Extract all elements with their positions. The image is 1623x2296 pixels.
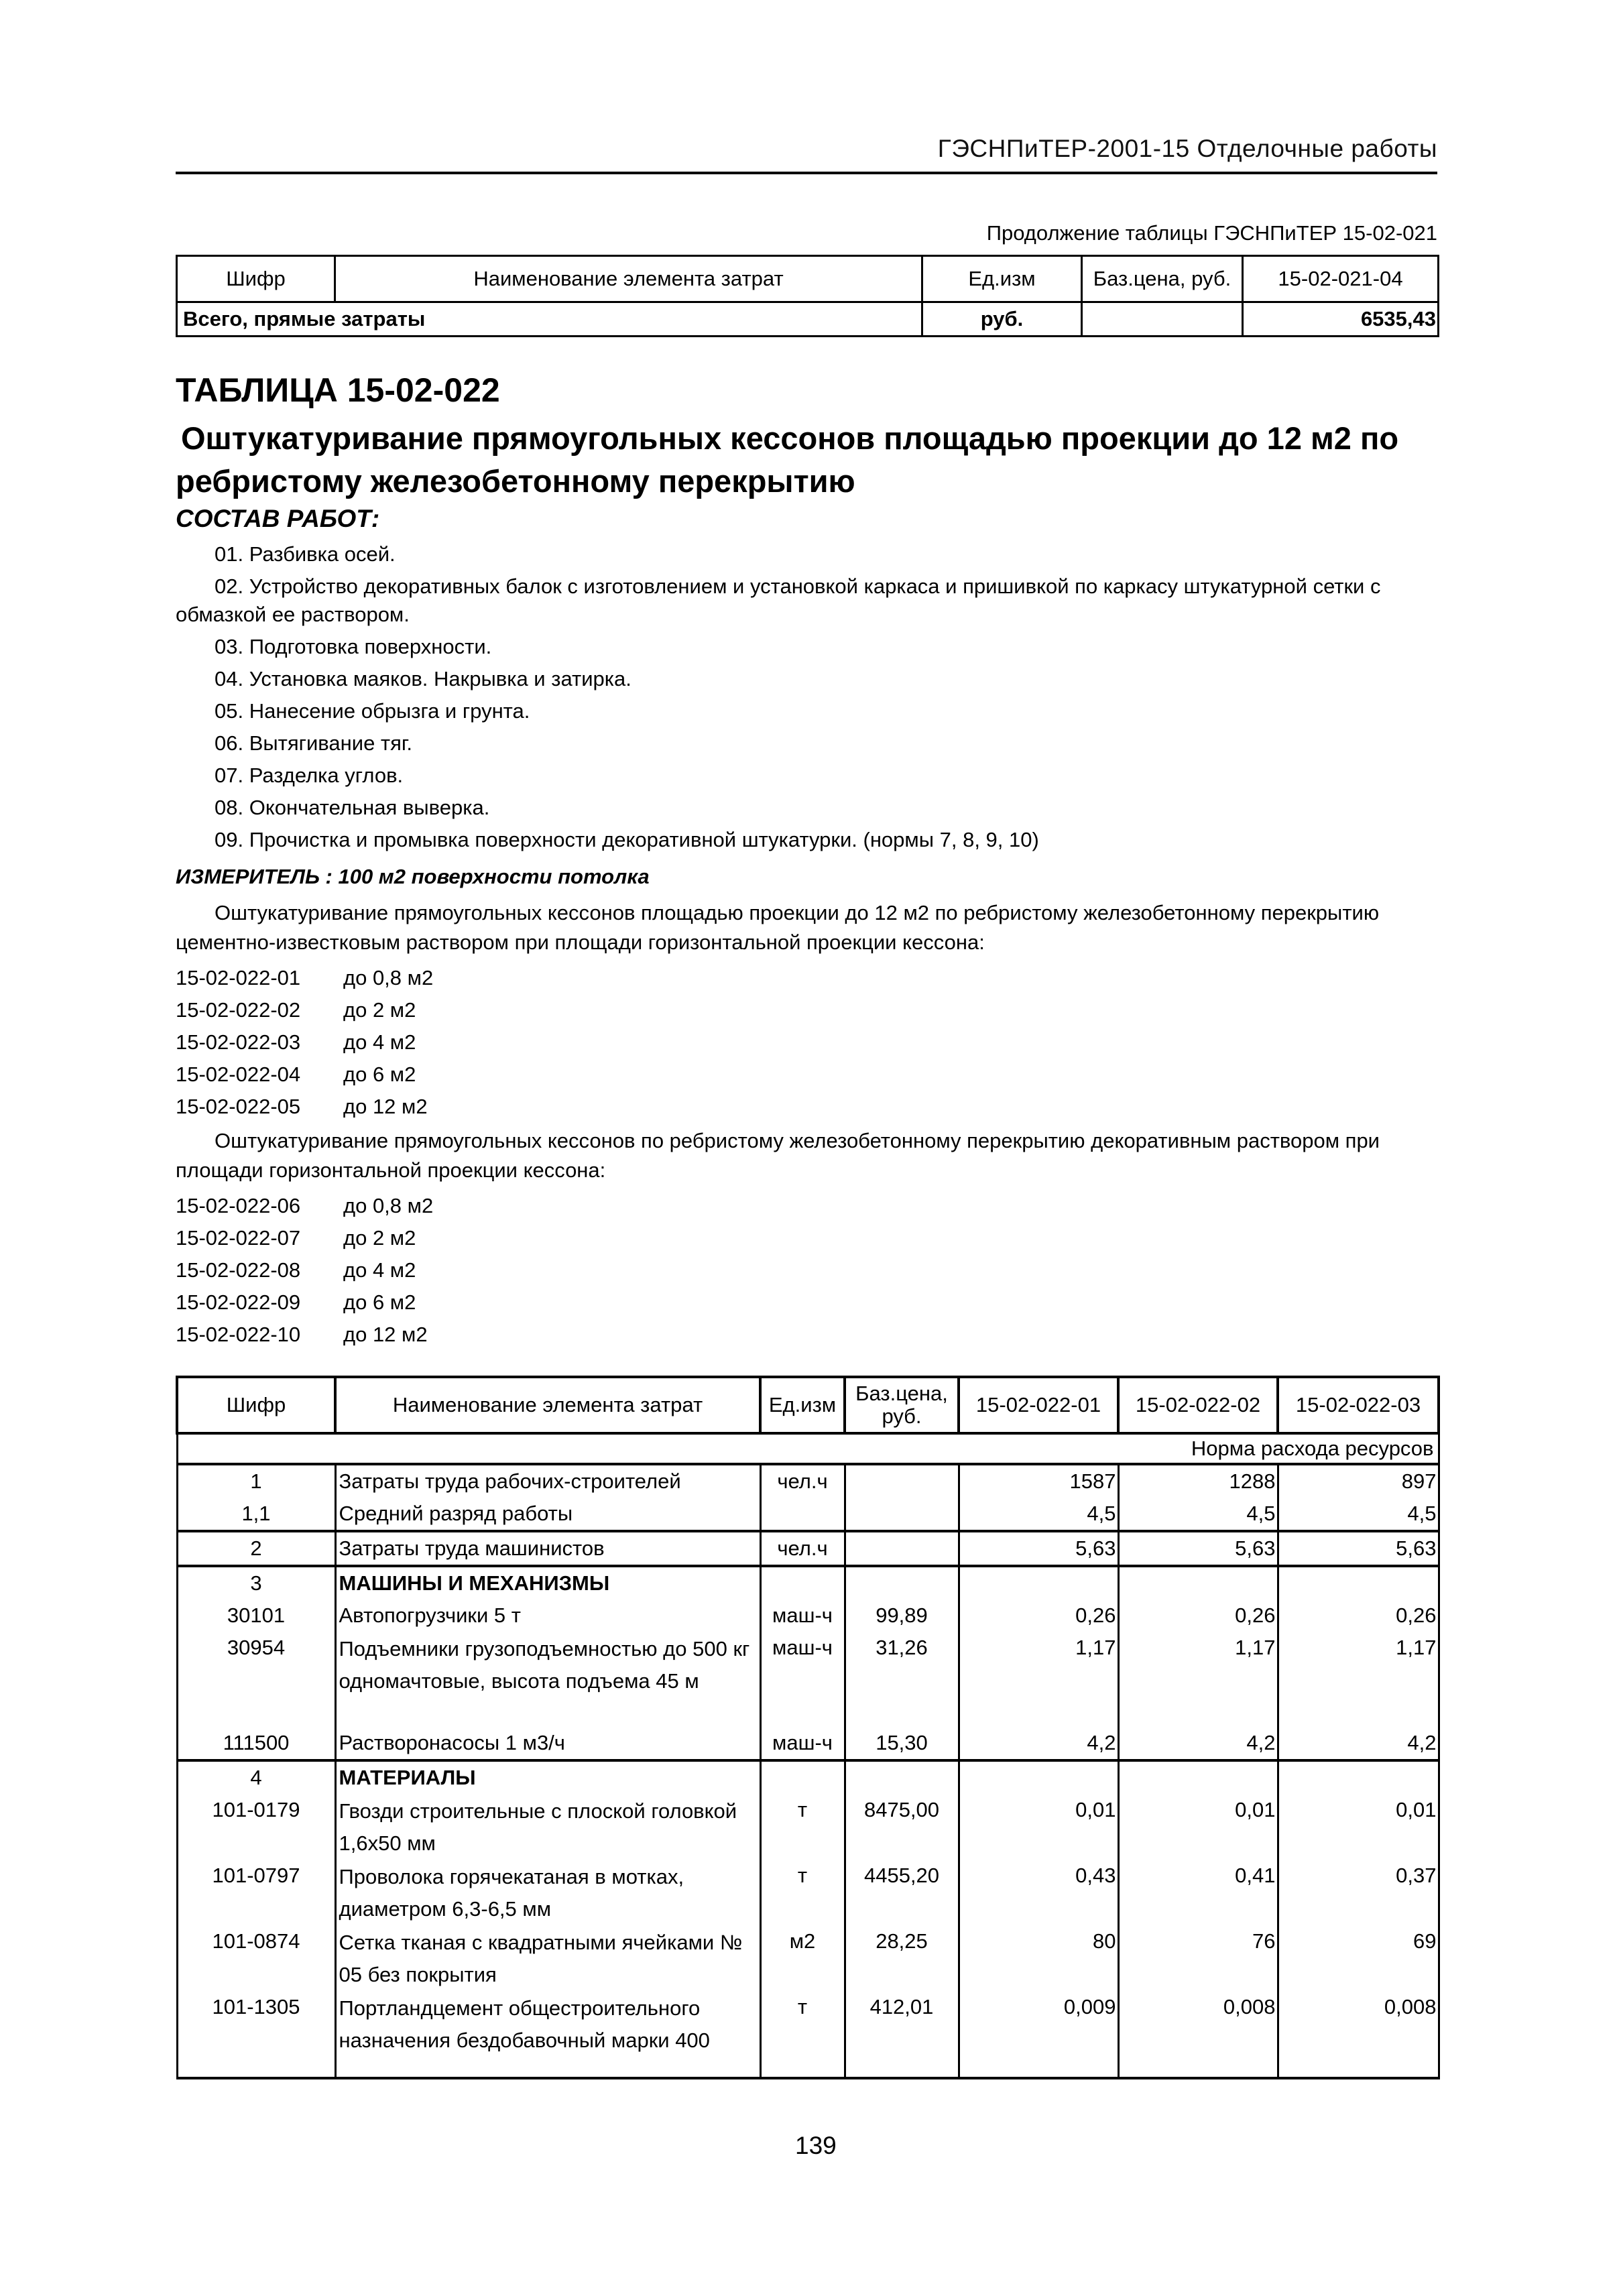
row-price: 15,30 [845, 1727, 959, 1760]
resource-table [176, 1376, 1440, 2079]
norm-code: 15-02-022-06 [176, 1194, 301, 1217]
row-value-03: 1,17 [1278, 1632, 1439, 1727]
work-item: 01. Разбивка осей. [215, 542, 396, 566]
row-code: 101-0179 [177, 1794, 335, 1860]
row-value-03: 897 [1278, 1464, 1439, 1498]
row-name: Сетка тканая с квадратными ячейками № 05 без покрытия [335, 1925, 760, 1991]
table-row [177, 1925, 1439, 1991]
row-unit: маш-ч [760, 1632, 845, 1727]
row-code: 101-0797 [177, 1860, 335, 1925]
row-value-02: 0,26 [1118, 1599, 1278, 1632]
table-row [177, 1794, 1439, 1860]
norm-code: 15-02-022-09 [176, 1290, 301, 1314]
row-value-02: 0,41 [1118, 1860, 1278, 1925]
row-value-03: 0,008 [1278, 1991, 1439, 2078]
norm-label: до 0,8 м2 [343, 1194, 434, 1217]
row-value-01: 4,5 [959, 1498, 1118, 1531]
norm-label: до 4 м2 [343, 1258, 416, 1282]
row-value-01: 80 [959, 1925, 1118, 1991]
norm-label: до 6 м2 [343, 1290, 416, 1314]
col-header-norm-01: 15-02-022-01 [959, 1377, 1118, 1433]
work-item: 09. Прочистка и промывка поверхности декоративной штукатурки. (нормы 7, 8, 9, 10) [215, 828, 1039, 851]
row-value-02: 4,5 [1118, 1498, 1278, 1531]
norm-code: 15-02-022-03 [176, 1030, 301, 1054]
continuation-table [176, 255, 1439, 337]
header-code: Шифр [177, 256, 335, 302]
work-item: 03. Подготовка поверхности. [215, 635, 492, 658]
row-code: 30101 [177, 1599, 335, 1632]
code-list-item [176, 1190, 433, 1222]
section-row-materials [177, 1760, 1439, 1794]
row-price [845, 1566, 959, 1599]
code-list-item [176, 1059, 433, 1091]
row-value-02 [1118, 1760, 1278, 1794]
work-item: 07. Разделка углов. [215, 764, 404, 787]
code-list-item [176, 1254, 433, 1286]
row-value-02: 4,2 [1118, 1727, 1278, 1760]
row-price: 28,25 [845, 1925, 959, 1991]
header-name: Наименование элемента затрат [335, 256, 922, 302]
row-unit [760, 1566, 845, 1599]
row-unit [760, 1498, 845, 1531]
row-code: 2 [177, 1531, 335, 1566]
resource-table-header [177, 1377, 1439, 1433]
code-list-item [176, 1222, 433, 1254]
row-unit [760, 1760, 845, 1794]
norm-label: до 6 м2 [343, 1063, 416, 1086]
code-list-item [176, 962, 433, 994]
work-list [176, 538, 1437, 856]
running-header: ГЭСНПиТЕР-2001-15 Отделочные работы [176, 131, 1437, 174]
work-item: 04. Установка маяков. Накрывка и затирка. [215, 667, 632, 690]
code-list-item [176, 994, 433, 1026]
row-price [845, 1531, 959, 1566]
row-price [845, 1498, 959, 1531]
table-row [177, 1860, 1439, 1925]
row-code: 4 [177, 1760, 335, 1794]
header-unit: Ед.изм [922, 256, 1082, 302]
row-value-03: 0,37 [1278, 1860, 1439, 1925]
table-title: ТАБЛИЦА 15-02-022 [176, 371, 500, 409]
row-value-03: 0,26 [1278, 1599, 1439, 1632]
norm-label: до 2 м2 [343, 998, 416, 1022]
work-item: 02. Устройство декоративных балок с изготовлением и установкой каркаса и пришивкой по каркасу штукатурной сетки с обмазкой ее раствором. [176, 575, 1381, 626]
continuation-header-row [177, 256, 1439, 302]
row-value-03 [1278, 1566, 1439, 1599]
row-value-02: 1,17 [1118, 1632, 1278, 1727]
row-code: 101-0874 [177, 1925, 335, 1991]
row-code: 101-1305 [177, 1991, 335, 2078]
row-name: Портландцемент общестроительного назначения бездобавочный марки 400 [335, 1991, 760, 2078]
row-value-02: 5,63 [1118, 1531, 1278, 1566]
norm-code: 15-02-022-02 [176, 998, 301, 1022]
row-value-03 [1278, 1760, 1439, 1794]
row-code: 111500 [177, 1727, 335, 1760]
row-value-01: 0,009 [959, 1991, 1118, 2078]
table-row [177, 1531, 1439, 1566]
total-row [177, 302, 1439, 337]
row-value-01: 5,63 [959, 1531, 1118, 1566]
section-title: Оштукатуривание прямоугольных кессонов площадью проекции до 12 м2 по ребристому железобетонному перекрытию [176, 420, 1399, 499]
group2-description: Оштукатуривание прямоугольных кессонов по ребристому железобетонному перекрытию декоративным раствором при площади горизонтальной проекции кессона: [176, 1129, 1380, 1182]
row-value-01: 1,17 [959, 1632, 1118, 1727]
row-value-03: 4,2 [1278, 1727, 1439, 1760]
work-composition-label: СОСТАВ РАБОТ: [176, 505, 380, 532]
group2-code-list [176, 1190, 433, 1351]
row-name: Средний разряд работы [335, 1498, 760, 1531]
col-header-price: Баз.цена, руб. [845, 1377, 959, 1433]
row-name: Подъемники грузоподъемностью до 500 кг одномачтовые, высота подъема 45 м [335, 1632, 760, 1727]
row-name: Автопогрузчики 5 т [335, 1599, 760, 1632]
row-value-02: 1288 [1118, 1464, 1278, 1498]
norm-label: до 0,8 м2 [343, 966, 434, 989]
row-price: 4455,20 [845, 1860, 959, 1925]
row-value-03: 4,5 [1278, 1498, 1439, 1531]
row-value-02: 0,01 [1118, 1794, 1278, 1860]
row-unit: м2 [760, 1925, 845, 1991]
row-name: Проволока горячекатаная в мотках, диаметром 6,3-6,5 мм [335, 1860, 760, 1925]
table-row [177, 1464, 1439, 1498]
col-header-name: Наименование элемента затрат [335, 1377, 760, 1433]
total-unit: руб. [922, 302, 1082, 337]
row-value-01 [959, 1566, 1118, 1599]
row-price: 412,01 [845, 1991, 959, 2078]
header-norm-code: 15-02-021-04 [1243, 256, 1439, 302]
total-label: Всего, прямые затраты [177, 302, 922, 337]
table-row [177, 1991, 1439, 2078]
row-value-01: 1587 [959, 1464, 1118, 1498]
row-value-03: 5,63 [1278, 1531, 1439, 1566]
table-row [177, 1599, 1439, 1632]
row-value-02 [1118, 1566, 1278, 1599]
row-value-03: 69 [1278, 1925, 1439, 1991]
code-list-item [176, 1286, 433, 1319]
row-price [845, 1760, 959, 1794]
row-unit: чел.ч [760, 1531, 845, 1566]
row-unit: маш-ч [760, 1599, 845, 1632]
group1-description: Оштукатуривание прямоугольных кессонов площадью проекции до 12 м2 по ребристому железобетонному перекрытию цементно-известковым раствором при площади горизонтальной проекции кессона: [176, 901, 1380, 954]
work-item: 05. Нанесение обрызга и грунта. [215, 699, 530, 723]
norm-label: до 4 м2 [343, 1030, 416, 1054]
total-price [1082, 302, 1243, 337]
row-price [845, 1464, 959, 1498]
norm-code: 15-02-022-04 [176, 1063, 301, 1086]
col-header-code: Шифр [177, 1377, 335, 1433]
total-value: 6535,43 [1243, 302, 1439, 337]
group1-code-list [176, 962, 433, 1123]
section-heading: МАШИНЫ И МЕХАНИЗМЫ [335, 1566, 760, 1599]
norm-label: до 12 м2 [343, 1095, 428, 1118]
row-code: 1,1 [177, 1498, 335, 1531]
norm-code: 15-02-022-01 [176, 966, 301, 989]
row-code: 30954 [177, 1632, 335, 1727]
norm-code: 15-02-022-10 [176, 1323, 301, 1346]
row-value-03: 0,01 [1278, 1794, 1439, 1860]
row-name: Растворонасосы 1 м3/ч [335, 1727, 760, 1760]
table-row [177, 1727, 1439, 1760]
row-price: 99,89 [845, 1599, 959, 1632]
table-row [177, 1498, 1439, 1531]
row-code: 1 [177, 1464, 335, 1498]
row-code: 3 [177, 1566, 335, 1599]
col-header-norm-02: 15-02-022-02 [1118, 1377, 1278, 1433]
norm-code: 15-02-022-05 [176, 1095, 301, 1118]
section-row-machines [177, 1566, 1439, 1599]
row-name: Затраты труда рабочих-строителей [335, 1464, 760, 1498]
row-value-01 [959, 1760, 1118, 1794]
work-item: 06. Вытягивание тяг. [215, 731, 413, 755]
measure-unit: ИЗМЕРИТЕЛЬ : 100 м2 поверхности потолка [176, 865, 650, 888]
col-header-norm-03: 15-02-022-03 [1278, 1377, 1439, 1433]
row-value-02: 76 [1118, 1925, 1278, 1991]
norm-code: 15-02-022-07 [176, 1226, 301, 1250]
section-heading: МАТЕРИАЛЫ [335, 1760, 760, 1794]
norm-label: до 2 м2 [343, 1226, 416, 1250]
continuation-caption: Продолжение таблицы ГЭСНПиТЕР 15-02-021 [986, 221, 1437, 245]
code-list-item [176, 1026, 433, 1059]
row-name: Затраты труда машинистов [335, 1531, 760, 1566]
row-unit: т [760, 1860, 845, 1925]
row-value-01: 0,26 [959, 1599, 1118, 1632]
row-unit: чел.ч [760, 1464, 845, 1498]
row-price: 31,26 [845, 1632, 959, 1727]
code-list-item [176, 1091, 433, 1123]
norm-label: до 12 м2 [343, 1323, 428, 1346]
row-value-01: 4,2 [959, 1727, 1118, 1760]
header-price: Баз.цена, руб. [1082, 256, 1243, 302]
work-item: 08. Окончательная выверка. [215, 796, 490, 819]
row-value-01: 0,01 [959, 1794, 1118, 1860]
row-value-02: 0,008 [1118, 1991, 1278, 2078]
row-unit: маш-ч [760, 1727, 845, 1760]
row-unit: т [760, 1991, 845, 2078]
page-number: 139 [795, 2132, 837, 2159]
row-value-01: 0,43 [959, 1860, 1118, 1925]
norma-row [177, 1433, 1439, 1464]
norma-label: Норма расхода ресурсов [177, 1433, 1439, 1464]
row-price: 8475,00 [845, 1794, 959, 1860]
code-list-item [176, 1319, 433, 1351]
norm-code: 15-02-022-08 [176, 1258, 301, 1282]
row-unit: т [760, 1794, 845, 1860]
row-name: Гвозди строительные с плоской головкой 1,6х50 мм [335, 1794, 760, 1860]
col-header-unit: Ед.изм [760, 1377, 845, 1433]
table-row [177, 1632, 1439, 1727]
